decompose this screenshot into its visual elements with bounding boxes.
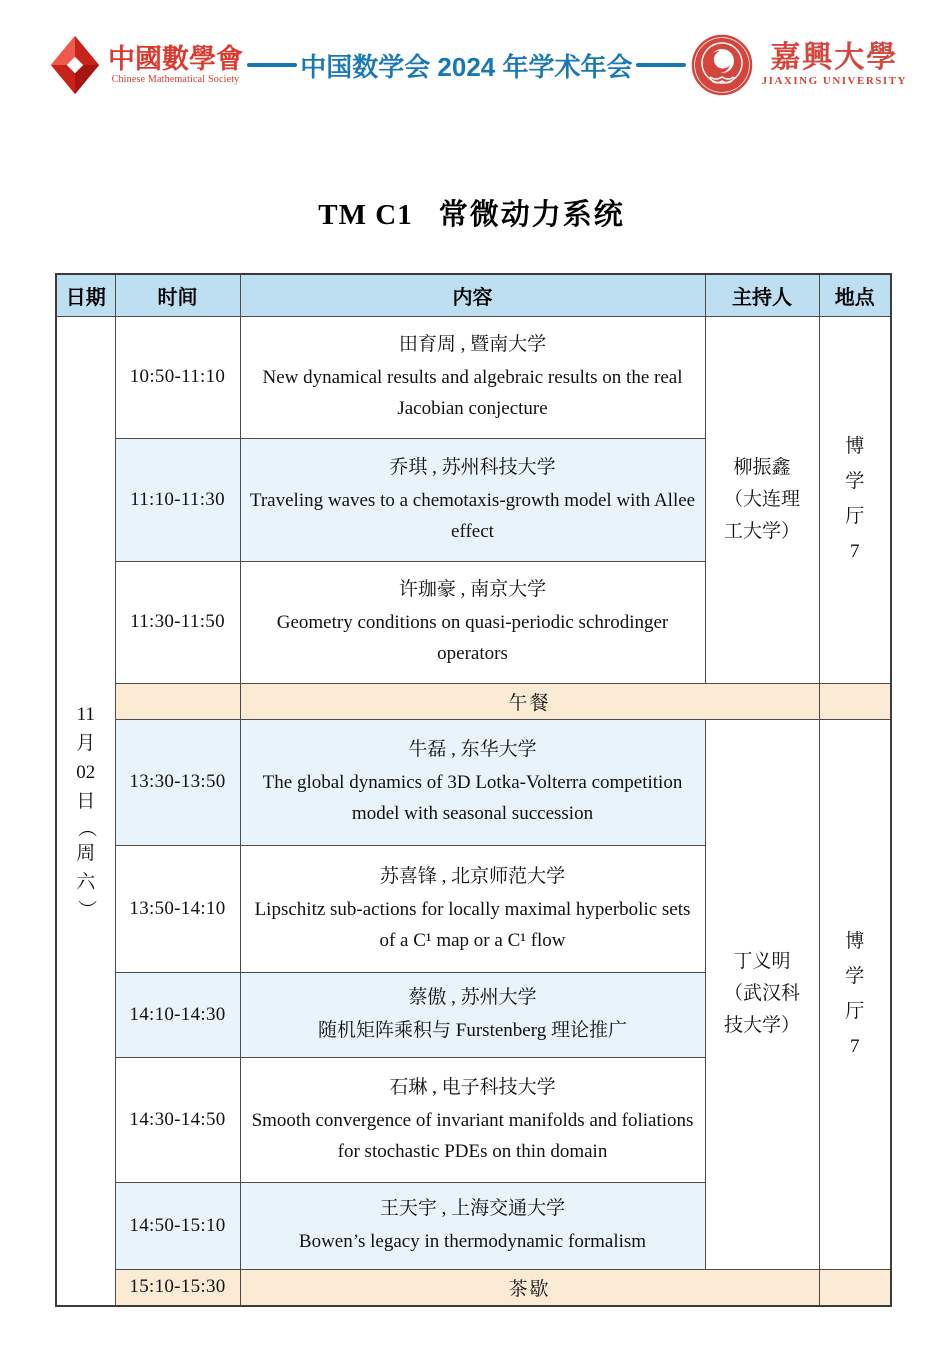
break-time [115, 683, 240, 719]
talk-content [240, 561, 705, 683]
venue-vertical-text: 博 学 厅 7 [845, 436, 865, 562]
talk-speaker: 蔡傲 , 苏州大学 [408, 987, 537, 1008]
schedule-table [55, 273, 892, 1307]
talk-speaker: 乔琪 , 苏州科技大学 [389, 456, 556, 478]
chair-cell-morning [705, 316, 819, 683]
jiaxing-name-en: JIAXING UNIVERSITY [761, 74, 907, 87]
chair-name: 柳振鑫 （大连理 工大学） [723, 456, 800, 542]
talk-content [240, 1057, 705, 1182]
talk-title: New dynamical results and algebraic results on the real Jacobian conjecture [262, 367, 683, 419]
left-dash-divider [247, 63, 297, 67]
talk-title: The global dynamics of 3D Lotka-Volterra competition model with seasonal succession [262, 772, 683, 824]
cms-name-zh: 中國數學會 [108, 43, 243, 74]
talk-title: Smooth convergence of invariant manifolds and foliations for stochastic PDEs on thin domain [251, 1109, 694, 1162]
break-venue-cell [819, 683, 891, 719]
session-name: 常微动力系统 [438, 199, 625, 231]
talk-content [240, 719, 705, 845]
talk-time: 13:30-13:50 [115, 719, 240, 845]
talk-title: Lipschitz sub-actions for locally maximal hyperbolic sets of a C¹ map or a C¹ flow [254, 898, 691, 951]
talk-speaker: 王天宇 , 上海交通大学 [379, 1198, 566, 1219]
jiaxing-name-zh: 嘉興大學 [770, 41, 899, 75]
talk-speaker: 苏喜锋 , 北京师范大学 [379, 865, 566, 887]
session-code: TM C1 [318, 199, 413, 231]
talk-time: 14:10-14:30 [115, 972, 240, 1057]
tea-break-row [56, 1269, 891, 1306]
talk-time: 14:50-15:10 [115, 1182, 240, 1269]
talk-speaker: 田育周 , 暨南大学 [398, 334, 547, 355]
date-vertical-text: 11 月 02 日 （ 周 六 ） [75, 704, 97, 919]
venue-cell-afternoon [819, 719, 891, 1269]
page-banner [50, 26, 907, 104]
col-header-chair: 主持人 [705, 274, 819, 316]
talk-time: 11:10-11:30 [115, 438, 240, 561]
col-header-time: 时间 [115, 274, 240, 316]
talk-content [240, 972, 705, 1057]
talk-time: 11:30-11:50 [115, 561, 240, 683]
talk-time: 14:30-14:50 [115, 1057, 240, 1182]
date-cell [56, 316, 115, 1306]
cms-name-en: Chinese Mathematical Society [111, 73, 240, 85]
session-title [0, 192, 943, 233]
talk-content [240, 845, 705, 972]
talk-time: 13:50-14:10 [115, 845, 240, 972]
talk-speaker: 牛磊 , 东华大学 [408, 739, 537, 760]
col-header-venue: 地点 [819, 274, 891, 316]
chair-cell-afternoon [705, 719, 819, 1269]
right-dash-divider [636, 63, 686, 67]
talk-speaker: 石琳 , 电子科技大学 [389, 1076, 556, 1098]
cms-logo [50, 34, 243, 96]
table-row [56, 719, 891, 845]
col-header-content: 内容 [240, 274, 705, 316]
talk-title: Bowen’s legacy in thermodynamic formalism [298, 1231, 647, 1252]
talk-title: 随机矩阵乘积与 Furstenberg 理论推广 [318, 1020, 627, 1041]
tea-break-label: 茶歇 [240, 1269, 819, 1306]
chair-name: 丁义明 （武汉科 技大学） [723, 951, 800, 1036]
talk-content [240, 316, 705, 438]
lunch-break-row [56, 683, 891, 719]
break-venue-cell [819, 1269, 891, 1306]
cms-diamond-icon [50, 34, 100, 96]
talk-time: 10:50-11:10 [115, 316, 240, 438]
jiaxing-seal-icon [690, 33, 754, 97]
talk-content [240, 1182, 705, 1269]
conference-title: 中国数学会 2024 年学术年会 [300, 51, 633, 82]
talk-title: Traveling waves to a chemotaxis-growth model with Allee effect [249, 489, 696, 542]
table-row [56, 316, 891, 438]
jiaxing-logo [690, 33, 907, 97]
schedule-table-wrapper [55, 273, 892, 1307]
lunch-break-label: 午餐 [240, 683, 819, 719]
talk-speaker: 许珈豪 , 南京大学 [398, 579, 547, 600]
venue-vertical-text: 博 学 厅 7 [845, 930, 865, 1057]
talk-title: Geometry conditions on quasi-periodic schrodinger operators [276, 612, 669, 664]
break-time: 15:10-15:30 [115, 1269, 240, 1306]
talk-content [240, 438, 705, 561]
table-header-row [56, 274, 891, 316]
venue-cell-morning [819, 316, 891, 683]
col-header-date: 日期 [56, 274, 115, 316]
